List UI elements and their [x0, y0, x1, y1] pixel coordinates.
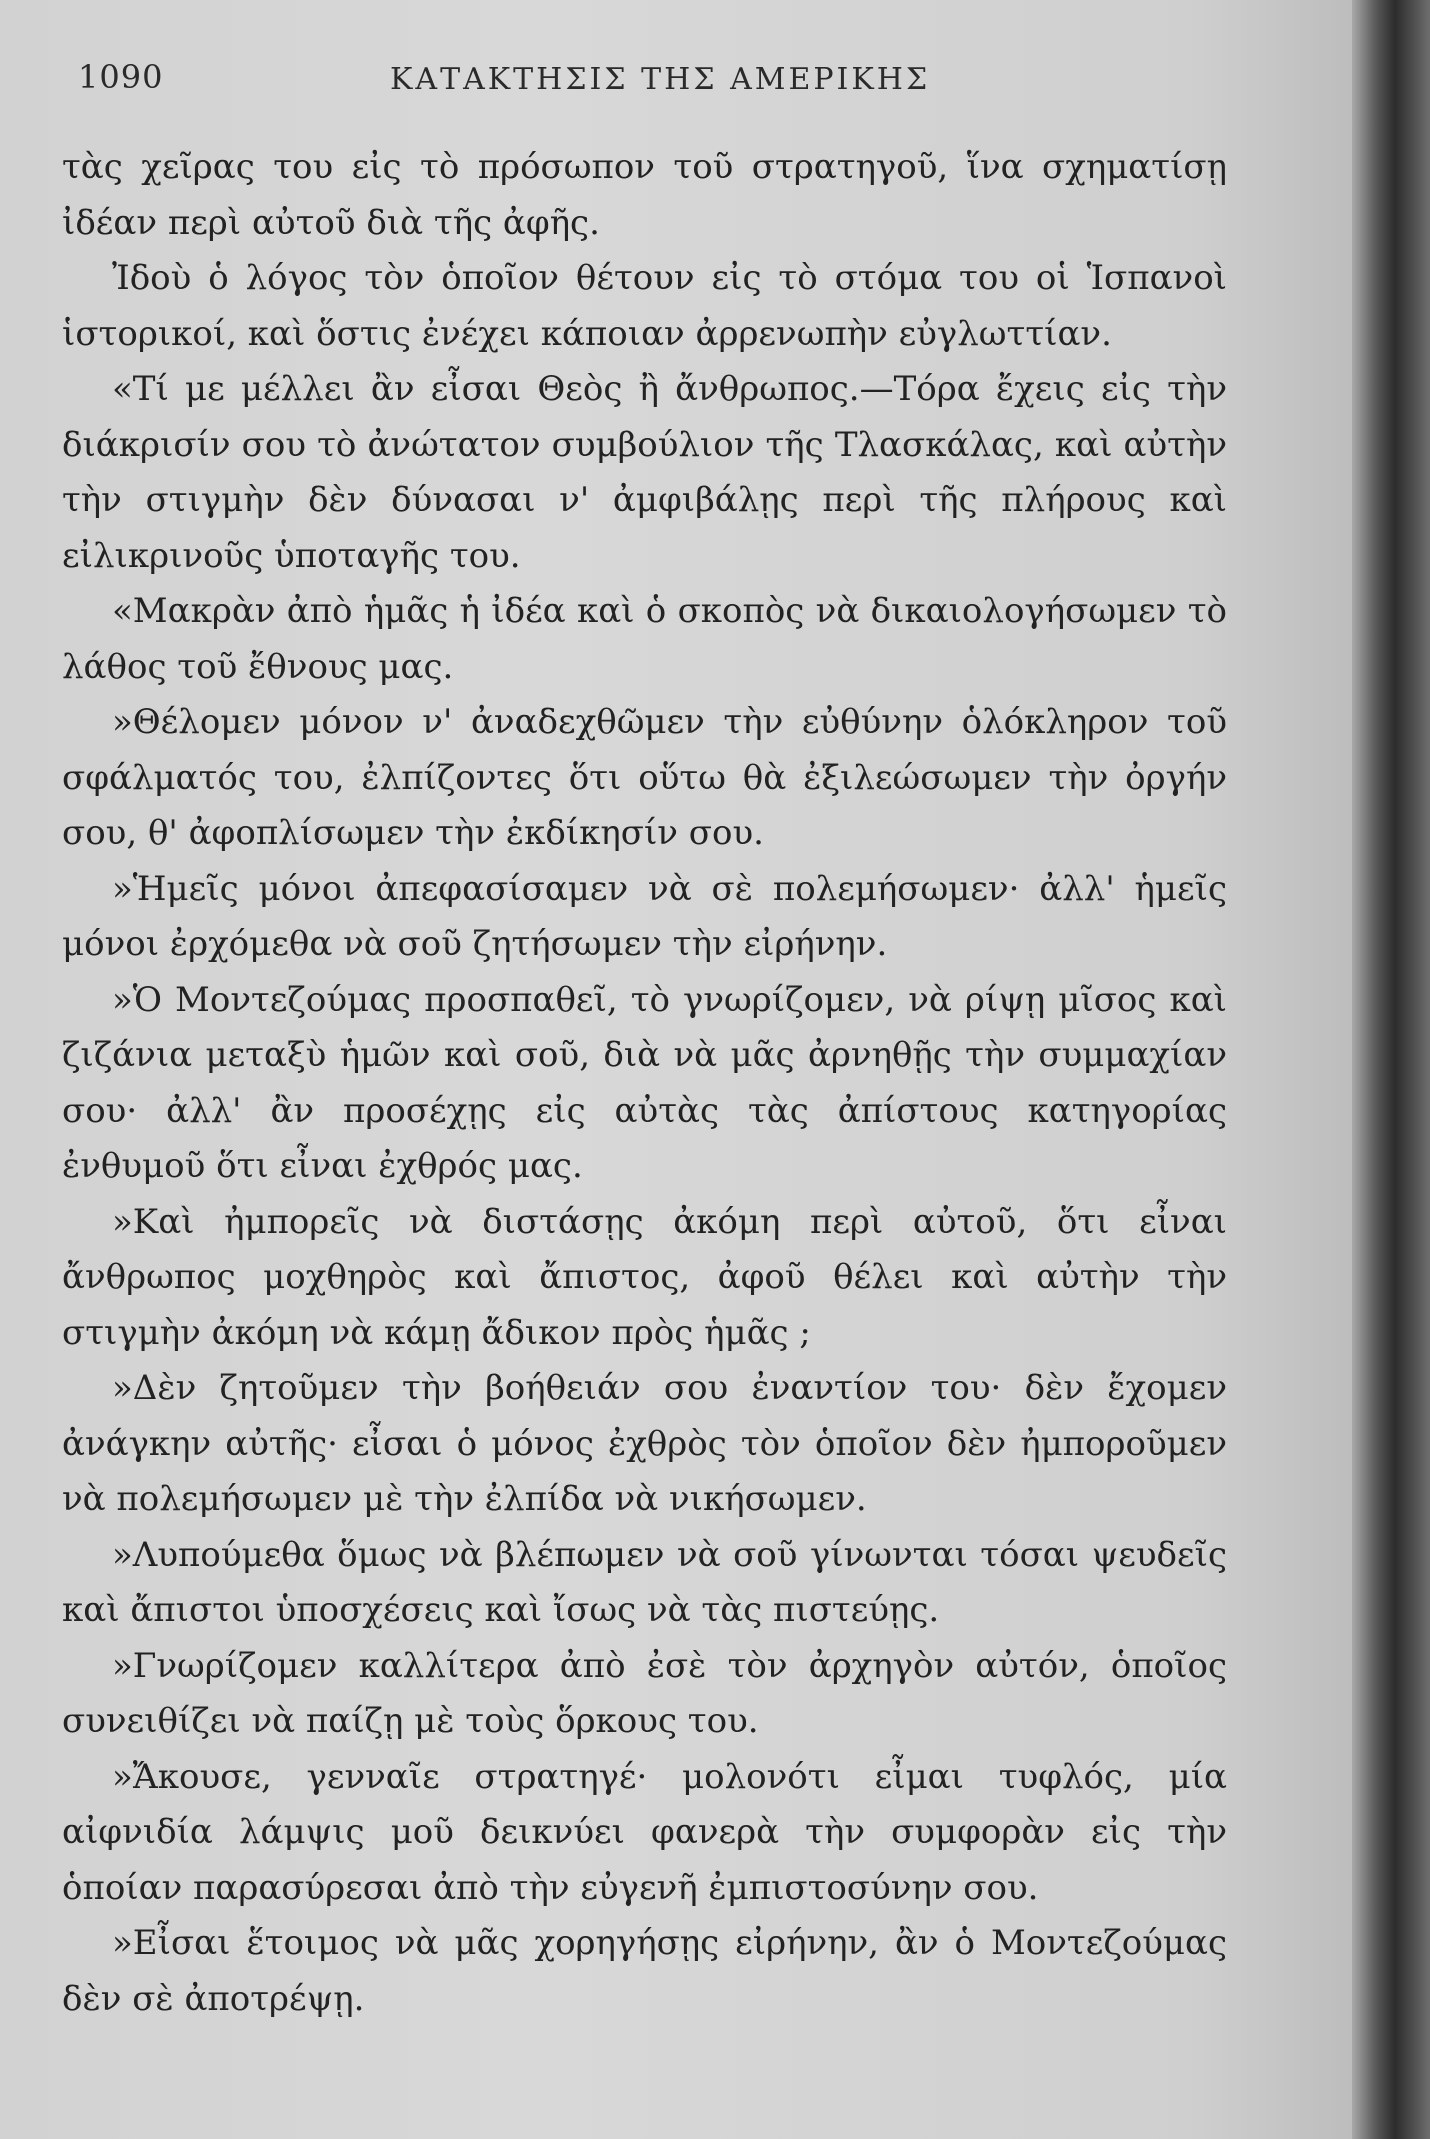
paragraph: »Εἶσαι ἕτοιμος νὰ μᾶς χορηγήσῃς εἰρήνην, ἂν ὁ Μοντεζούμας δὲν σὲ ἀποτρέψῃ. [62, 1923, 1227, 2019]
paragraph: »Καὶ ἠμπορεῖς νὰ διστάσῃς ἀκόμη περὶ αὐτοῦ, ὅτι εἶναι ἄνθρωπος μοχθηρὸς καὶ ἄπιστος, ἀφοῦ θέλει καὶ αὐτὴν τὴν στιγμὴν ἀκόμη νὰ κάμῃ ἄδικον πρὸς ἡμᾶς ; [62, 1201, 1227, 1353]
page-number: 1090 [78, 58, 164, 96]
paragraph: «Τί με μέλλει ἂν εἶσαι Θεὸς ἢ ἄνθρωπος.—Τόρα ἔχεις εἰς τὴν διάκρισίν σου τὸ ἀνώτατον συμβούλιον τῆς Τλασκάλας, καὶ αὐτὴν τὴν στιγμὴν δὲν δύνασαι ν' ἀμφιβάλῃς περὶ τῆς πλήρους καὶ εἰλικρινοῦς ὑποταγῆς του. [62, 369, 1227, 576]
paragraph: »Λυπούμεθα ὅμως νὰ βλέπωμεν νὰ σοῦ γίνωνται τόσαι ψευδεῖς καὶ ἄπιστοι ὑποσχέσεις καὶ ἴσως νὰ τὰς πιστεύῃς. [62, 1534, 1227, 1630]
paragraph: Ἰδοὺ ὁ λόγος τὸν ὁποῖον θέτουν εἰς τὸ στόμα του οἱ Ἱσπανοὶ ἱστορικοί, καὶ ὅστις ἐνέχει κάποιαν ἀρρενωπὴν εὐγλωττίαν. [62, 258, 1227, 354]
running-title: ΚΑΤΑΚΤΗΣΙΣ ΤΗΣ ΑΜΕΡΙΚΗΣ [390, 62, 931, 97]
paragraph: »Ὁ Μοντεζούμας προσπαθεῖ, τὸ γνωρίζομεν, νὰ ρίψῃ μῖσος καὶ ζιζάνια μεταξὺ ἡμῶν καὶ σοῦ, διὰ νὰ μᾶς ἀρνηθῇς τὴν συμμαχίαν σου· ἀλλ' ἂν προσέχῃς εἰς αὐτὰς τὰς ἀπίστους κατηγορίας ἐνθυμοῦ ὅτι εἶναι ἐχθρός μας. [62, 979, 1227, 1186]
paragraph: »Ἄκουσε, γενναῖε στρατηγέ· μολονότι εἶμαι τυφλός, μία αἰφνιδία λάμψις μοῦ δεικνύει φανερὰ τὴν συμφορὰν εἰς τὴν ὁποίαν παρασύρεσαι ἀπὸ τὴν εὐγενῆ ἐμπιστοσύνην σου. [62, 1756, 1227, 1908]
paragraph: »Γνωρίζομεν καλλίτερα ἀπὸ ἐσὲ τὸν ἀρχηγὸν αὐτόν, ὁποῖος συνειθίζει νὰ παίζῃ μὲ τοὺς ὅρκους του. [62, 1645, 1227, 1741]
body-text [62, 140, 1227, 2027]
paragraph: »Θέλομεν μόνον ν' ἀναδεχθῶμεν τὴν εὐθύνην ὁλόκληρον τοῦ σφάλματός του, ἐλπίζοντες ὅτι οὕτω θὰ ἐξιλεώσωμεν τὴν ὀργήν σου, θ' ἀφοπλίσωμεν τὴν ἐκδίκησίν σου. [62, 702, 1227, 853]
page-header [70, 58, 1270, 98]
paragraph: »Δὲν ζητοῦμεν τὴν βοήθειάν σου ἐναντίον του· δὲν ἔχομεν ἀνάγκην αὐτῆς· εἶσαι ὁ μόνος ἐχθρὸς τὸν ὁποῖον δὲν ἠμποροῦμεν νὰ πολεμήσωμεν μὲ τὴν ἐλπίδα νὰ νικήσωμεν. [62, 1368, 1227, 1519]
paragraph: »Ἡμεῖς μόνοι ἀπεφασίσαμεν νὰ σὲ πολεμήσωμεν· ἀλλ' ἡμεῖς μόνοι ἐρχόμεθα νὰ σοῦ ζητήσωμεν τὴν εἰρήνην. [62, 868, 1227, 964]
paragraph: «Μακρὰν ἀπὸ ἡμᾶς ἡ ἰδέα καὶ ὁ σκοπὸς νὰ δικαιολογήσωμεν τὸ λάθος τοῦ ἔθνους μας. [62, 591, 1227, 687]
book-gutter-shadow [1352, 0, 1430, 2139]
paragraph: τὰς χεῖρας του εἰς τὸ πρόσωπον τοῦ στρατηγοῦ, ἵνα σχηματίσῃ ἰδέαν περὶ αὐτοῦ διὰ τῆς ἀφῆς. [62, 147, 1227, 243]
